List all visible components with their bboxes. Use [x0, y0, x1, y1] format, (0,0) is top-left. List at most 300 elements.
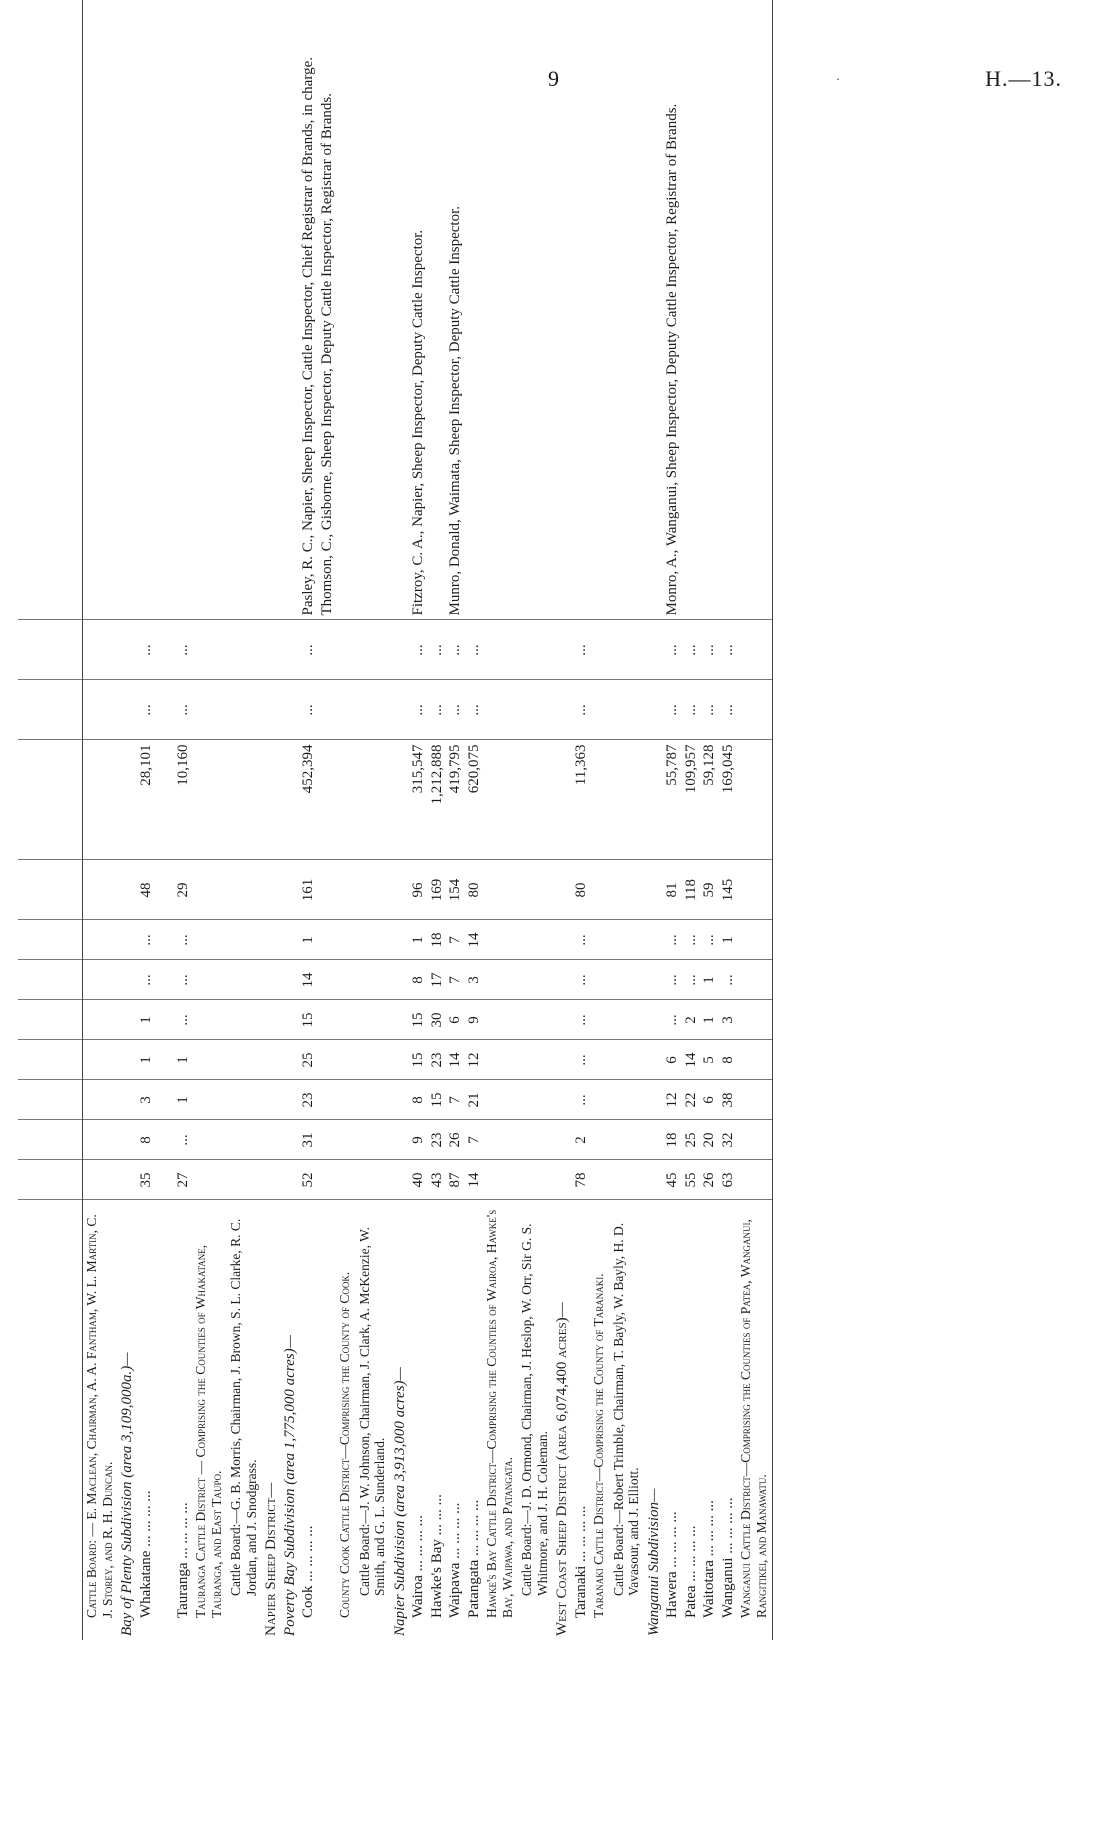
empty-cell [118, 1000, 137, 1040]
count-cell: 22 [682, 1080, 701, 1120]
table-row [518, 0, 553, 1640]
table-row [663, 0, 682, 1640]
sheep-district-heading: Napier Sheep District— [263, 1482, 279, 1636]
count-cell: 23 [428, 1040, 447, 1080]
count-cell: 96 [409, 860, 428, 920]
empty-cell [590, 740, 610, 860]
empty-cell [553, 620, 572, 680]
count-cell: ... [572, 1040, 591, 1080]
count-cell: 23 [428, 1120, 447, 1160]
empty-cell [610, 960, 645, 1000]
empty-cell [391, 920, 410, 960]
count-cell: 18 [428, 920, 447, 960]
count-cell: 169,045 [719, 740, 738, 860]
empty-cell [610, 620, 645, 680]
empty-cell [610, 680, 645, 740]
empty-cell [83, 1040, 119, 1080]
table-row [83, 0, 119, 1640]
count-cell: 80 [572, 860, 591, 920]
empty-cell [610, 0, 645, 620]
cattle-district-note: County Cook Cattle District—Comprising the County of Cook. [337, 1271, 352, 1618]
empty-cell [590, 920, 610, 960]
empty-cell [645, 740, 664, 860]
count-cell: 1 [137, 1040, 156, 1080]
count-cell: 18 [663, 1120, 682, 1160]
count-cell: 1 [719, 920, 738, 960]
table-row [299, 0, 336, 1640]
empty-cell [590, 1040, 610, 1080]
count-cell: ... [465, 620, 484, 680]
empty-cell [391, 680, 410, 740]
empty-cell [262, 1080, 281, 1120]
empty-cell [483, 1080, 518, 1120]
count-cell: 59,128 [700, 740, 719, 860]
county-name: Tauranga ... ... ... ... [174, 1502, 191, 1618]
inspector-remarks [700, 0, 719, 620]
table-row [391, 0, 410, 1640]
empty-cell [155, 1160, 174, 1200]
empty-cell [356, 960, 391, 1000]
count-cell: 45 [663, 1160, 682, 1200]
document-reference: H.—13. [985, 66, 1062, 91]
empty-cell [356, 0, 391, 620]
empty-cell [356, 1080, 391, 1120]
empty-cell [391, 1160, 410, 1200]
empty-cell [155, 960, 174, 1000]
empty-cell [155, 1080, 174, 1120]
empty-cell [262, 1120, 281, 1160]
count-cell: ... [572, 1080, 591, 1120]
empty-cell [590, 1120, 610, 1160]
count-cell: ... [137, 620, 156, 680]
count-cell: 17 [428, 960, 447, 1000]
empty-cell [483, 960, 518, 1000]
sheep-district-heading: West Coast Sheep District (area 6,074,400 acres)— [554, 1302, 570, 1636]
empty-cell [281, 1080, 300, 1120]
empty-cell [737, 1080, 773, 1120]
count-cell: ... [682, 620, 701, 680]
count-cell: 55,787 [663, 740, 682, 860]
empty-cell [227, 1080, 262, 1120]
empty-cell [483, 920, 518, 960]
cattle-district-note: Tauranga Cattle District — Comprising the Counties of Whakatane, Tauranga, and East Taupo. [193, 1244, 224, 1618]
count-cell: ... [174, 960, 193, 1000]
empty-cell [391, 620, 410, 680]
count-cell: ... [137, 680, 156, 740]
count-cell: 78 [572, 1160, 591, 1200]
empty-cell [483, 1040, 518, 1080]
empty-cell [262, 1000, 281, 1040]
count-cell: 154 [446, 860, 465, 920]
count-cell: 6 [663, 1040, 682, 1080]
count-cell: ... [174, 620, 193, 680]
empty-cell [155, 740, 174, 860]
cattle-district-note: Wanganui Cattle District—Comprising the Counties of Patea, Wanganui, Rangitikei, and Manawatu. [737, 1200, 773, 1640]
count-cell: 9 [465, 1000, 484, 1040]
count-cell: 48 [137, 860, 156, 920]
empty-cell [518, 740, 553, 860]
count-cell: 1 [174, 1040, 193, 1080]
count-cell: 1,212,888 [428, 740, 447, 860]
count-cell: ... [719, 960, 738, 1000]
page-number: 9 [548, 66, 559, 91]
table-row [553, 0, 572, 1640]
empty-cell [281, 680, 300, 740]
subdivision-heading: Poverty Bay Subdivision (area 1,775,000 acres)— [281, 1335, 298, 1636]
count-cell: ... [572, 1000, 591, 1040]
count-cell: 81 [663, 860, 682, 920]
cattle-board-note: Cattle Board:—G. B. Morris, Chairman, J. Brown, S. L. Clarke, R. C. Jordan, and J. Snodgrass. [228, 1218, 259, 1596]
empty-cell [518, 960, 553, 1000]
empty-cell [553, 1160, 572, 1200]
empty-cell [737, 960, 773, 1000]
table-row [446, 0, 465, 1640]
empty-cell [336, 1160, 356, 1200]
empty-cell [262, 860, 281, 920]
table-row [192, 0, 227, 1640]
count-cell: 3 [137, 1080, 156, 1120]
empty-cell [155, 860, 174, 920]
count-cell: ... [572, 620, 591, 680]
count-cell: 1 [174, 1080, 193, 1120]
empty-cell [553, 920, 572, 960]
table-row [590, 0, 610, 1640]
empty-cell [590, 960, 610, 1000]
count-cell: 30 [428, 1000, 447, 1040]
empty-cell [391, 1080, 410, 1120]
empty-cell [336, 740, 356, 860]
empty-cell [518, 1040, 553, 1080]
empty-cell [336, 860, 356, 920]
empty-cell [553, 960, 572, 1000]
county-name: Cook ... ... ... ... [300, 1525, 316, 1618]
inspector-remarks [174, 0, 193, 620]
empty-cell [227, 1000, 262, 1040]
empty-cell [590, 860, 610, 920]
empty-cell [645, 620, 664, 680]
count-cell: 145 [719, 860, 738, 920]
county-name: Wanganui ... ... ... ... [719, 1497, 736, 1618]
count-cell: ... [572, 680, 591, 740]
empty-cell [281, 1040, 300, 1080]
empty-cell [118, 1120, 137, 1160]
table-row [610, 0, 645, 1640]
empty-cell [590, 620, 610, 680]
inspector-remarks: Monro, A., Wanganui, Sheep Inspector, Deputy Cattle Inspector, Registrar of Brands. [663, 0, 682, 620]
count-cell: ... [663, 960, 682, 1000]
empty-cell [192, 1040, 227, 1080]
table-row [682, 0, 701, 1640]
count-cell: ... [137, 960, 156, 1000]
empty-cell [553, 1000, 572, 1040]
empty-cell [356, 1120, 391, 1160]
count-cell: ... [465, 680, 484, 740]
empty-cell [83, 620, 119, 680]
empty-cell [737, 740, 773, 860]
inspector-remarks [682, 0, 701, 620]
inspector-remarks [465, 0, 484, 620]
count-cell: 5 [700, 1040, 719, 1080]
empty-cell [192, 680, 227, 740]
empty-cell [281, 620, 300, 680]
count-cell: ... [682, 960, 701, 1000]
empty-cell [590, 0, 610, 620]
table-row [737, 0, 773, 1640]
inspector-remarks [137, 0, 156, 620]
count-cell: 9 [409, 1120, 428, 1160]
empty-cell [610, 1160, 645, 1200]
empty-cell [155, 1000, 174, 1040]
empty-cell [518, 920, 553, 960]
empty-cell [737, 1040, 773, 1080]
empty-cell [336, 960, 356, 1000]
empty-cell [737, 920, 773, 960]
table-row [262, 0, 281, 1640]
empty-cell [391, 1000, 410, 1040]
empty-cell [262, 740, 281, 860]
table-row [118, 0, 137, 1640]
empty-cell [518, 1160, 553, 1200]
empty-cell [155, 680, 174, 740]
empty-cell [155, 920, 174, 960]
empty-cell [281, 860, 300, 920]
count-cell: ... [719, 680, 738, 740]
count-cell: ... [663, 680, 682, 740]
empty-cell [83, 1120, 119, 1160]
empty-cell [336, 680, 356, 740]
sheep-district-table [18, 0, 773, 1640]
empty-cell [118, 1040, 137, 1080]
empty-cell [645, 1080, 664, 1120]
empty-cell [391, 860, 410, 920]
table-row [409, 0, 428, 1640]
empty-cell [645, 1160, 664, 1200]
table-row [137, 0, 156, 1640]
count-cell: 38 [719, 1080, 738, 1120]
empty-cell [483, 680, 518, 740]
subdivision-heading: Napier Subdivision (area 3,913,000 acres)— [391, 1367, 408, 1636]
count-cell: 7 [446, 920, 465, 960]
empty-cell [553, 860, 572, 920]
empty-cell [590, 1000, 610, 1040]
count-cell: ... [446, 680, 465, 740]
empty-cell [645, 0, 664, 620]
empty-cell [645, 680, 664, 740]
empty-cell [281, 920, 300, 960]
county-name: Hawke's Bay ... ... ... [428, 1494, 445, 1618]
empty-cell [610, 920, 645, 960]
empty-cell [737, 860, 773, 920]
empty-cell [262, 680, 281, 740]
count-cell: 3 [465, 960, 484, 1000]
county-name: Patangata ... ... ... ... [465, 1499, 482, 1618]
empty-cell [281, 960, 300, 1000]
empty-cell [155, 1040, 174, 1080]
empty-cell [262, 960, 281, 1000]
empty-cell [281, 1000, 300, 1040]
empty-cell [518, 680, 553, 740]
count-cell: ... [428, 620, 447, 680]
empty-cell [483, 740, 518, 860]
table-row [483, 0, 518, 1640]
row-label [155, 1200, 174, 1640]
empty-cell [518, 860, 553, 920]
count-cell: 26 [700, 1160, 719, 1200]
empty-cell [192, 920, 227, 960]
empty-cell [610, 860, 645, 920]
empty-cell [590, 1080, 610, 1120]
empty-cell [192, 0, 227, 620]
empty-cell [281, 0, 300, 620]
count-cell: 7 [446, 1080, 465, 1120]
empty-cell [356, 1160, 391, 1200]
empty-cell [281, 740, 300, 860]
table-row [645, 0, 664, 1640]
empty-cell [645, 1120, 664, 1160]
empty-cell [610, 1120, 645, 1160]
empty-cell [553, 740, 572, 860]
empty-cell [737, 0, 773, 620]
empty-cell [83, 1160, 119, 1200]
count-cell: 12 [465, 1040, 484, 1080]
cattle-district-note: Hawke's Bay Cattle District—Comprising the Counties of Wairoa, Hawke's Bay, Waipawa, and Patangata. [484, 1209, 515, 1618]
count-cell: 7 [446, 960, 465, 1000]
count-cell: 80 [465, 860, 484, 920]
empty-cell [553, 680, 572, 740]
count-cell: 15 [409, 1040, 428, 1080]
empty-cell [483, 1000, 518, 1040]
count-cell: 14 [465, 920, 484, 960]
count-cell: 1 [700, 960, 719, 1000]
empty-cell [610, 1040, 645, 1080]
empty-cell [336, 620, 356, 680]
empty-cell [336, 0, 356, 620]
empty-cell [518, 0, 553, 620]
count-cell: 55 [682, 1160, 701, 1200]
table-row [155, 0, 174, 1640]
count-cell: ... [700, 680, 719, 740]
count-cell: ... [409, 620, 428, 680]
count-cell: ... [446, 620, 465, 680]
count-cell: 7 [465, 1120, 484, 1160]
count-cell: 3 [719, 1000, 738, 1040]
count-cell: ... [299, 620, 336, 680]
count-cell: ... [174, 680, 193, 740]
empty-cell [590, 1160, 610, 1200]
empty-cell [737, 680, 773, 740]
count-cell: ... [299, 680, 336, 740]
empty-cell [336, 920, 356, 960]
count-cell: 8 [409, 1080, 428, 1120]
empty-cell [227, 860, 262, 920]
cattle-board-note: Cattle Board:—J. D. Ormond, Chairman, J. Heslop, W. Orr, Sir G. S. Whitmore, and J. H. Coleman. [519, 1223, 550, 1596]
empty-cell [227, 620, 262, 680]
county-name: Waitotara ... ... ... ... [701, 1500, 717, 1618]
empty-cell [118, 1160, 137, 1200]
empty-cell [227, 0, 262, 620]
empty-cell [192, 740, 227, 860]
empty-cell [645, 920, 664, 960]
count-cell: ... [682, 680, 701, 740]
empty-cell [118, 740, 137, 860]
count-cell: 8 [137, 1120, 156, 1160]
empty-cell [518, 620, 553, 680]
empty-cell [83, 860, 119, 920]
empty-cell [192, 960, 227, 1000]
count-cell: 8 [719, 1040, 738, 1080]
empty-cell [483, 1120, 518, 1160]
empty-cell [227, 960, 262, 1000]
empty-cell [262, 1160, 281, 1200]
count-cell: 32 [719, 1120, 738, 1160]
count-cell: ... [428, 680, 447, 740]
count-cell: ... [174, 1120, 193, 1160]
empty-cell [192, 1080, 227, 1120]
empty-cell [391, 1120, 410, 1160]
empty-cell [518, 1120, 553, 1160]
table-row [719, 0, 738, 1640]
empty-cell [281, 1160, 300, 1200]
empty-cell [356, 680, 391, 740]
empty-cell [118, 960, 137, 1000]
empty-cell [553, 1040, 572, 1080]
table-row [336, 0, 356, 1640]
inspector-remarks [719, 0, 738, 620]
inspector-remarks [572, 0, 591, 620]
subdivision-heading: Bay of Plenty Subdivision (area 3,109,000a.)— [119, 1352, 135, 1636]
empty-cell [118, 920, 137, 960]
count-cell: 8 [409, 960, 428, 1000]
empty-cell [518, 1000, 553, 1040]
count-cell: 2 [572, 1120, 591, 1160]
inspector-remarks: Fitzroy, C. A., Napier, Sheep Inspector, Deputy Cattle Inspector. [409, 0, 428, 620]
count-cell: 87 [446, 1160, 465, 1200]
empty-cell [281, 1120, 300, 1160]
count-cell: 31 [299, 1120, 336, 1160]
count-cell: 28,101 [137, 740, 156, 860]
count-cell: 20 [700, 1120, 719, 1160]
empty-cell [83, 1000, 119, 1040]
empty-cell [118, 680, 137, 740]
empty-cell [155, 620, 174, 680]
count-cell: 26 [446, 1120, 465, 1160]
count-cell: 14 [446, 1040, 465, 1080]
empty-cell [645, 960, 664, 1000]
empty-cell [391, 0, 410, 620]
empty-cell [83, 680, 119, 740]
empty-cell [155, 1120, 174, 1160]
count-cell: 1 [299, 920, 336, 960]
empty-cell [483, 860, 518, 920]
table-row [281, 0, 300, 1640]
count-cell: 2 [682, 1000, 701, 1040]
count-cell: 1 [409, 920, 428, 960]
empty-cell [645, 1040, 664, 1080]
empty-cell [553, 0, 572, 620]
count-cell: 118 [682, 860, 701, 920]
count-cell: 11,363 [572, 740, 591, 860]
table-head-spacer [18, 0, 83, 1640]
count-cell: 21 [465, 1080, 484, 1120]
count-cell: 14 [465, 1160, 484, 1200]
empty-cell [645, 1000, 664, 1040]
empty-cell [227, 1120, 262, 1160]
count-cell: ... [663, 1000, 682, 1040]
count-cell: 419,795 [446, 740, 465, 860]
empty-cell [356, 740, 391, 860]
table-row [227, 0, 262, 1640]
empty-cell [336, 1000, 356, 1040]
